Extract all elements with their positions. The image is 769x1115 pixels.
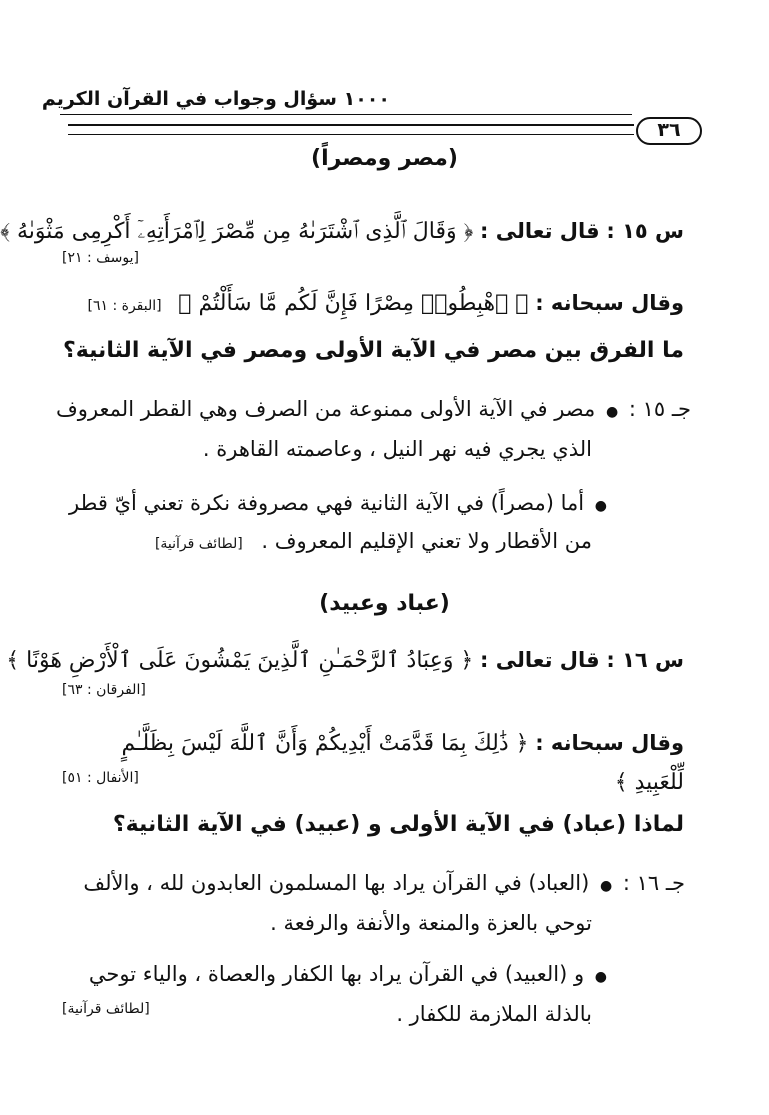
bullet-icon: ● [594,498,607,514]
verse: ﴿ وَعِبَادُ ٱلرَّحْمَـٰنِ ٱلَّذِينَ يَمْشُونَ عَلَى ٱلْأَرْضِ هَوْنًا ﴾ [6,648,474,673]
verse-reference: [الفرقان : ٦٣] [62,682,146,698]
question-15-text: ما الفرق بين مصر في الآية الأولى ومصر في الآية الثانية؟ [62,338,684,363]
section-title-ibad: (عباد وعبيد) [319,591,450,616]
answer-text: (العباد) في القرآن يراد بها المسلمون العابدون لله ، والألف [83,871,590,895]
source-note: [لطائف قرآنية] [62,1001,150,1017]
bullet-icon: ● [599,878,613,894]
verse-reference: [البقرة : ٦١] [87,298,162,314]
answer-15-line-3 [60,486,611,523]
page-number: ٣٦ [636,117,702,145]
answer-16-line-1 [60,866,685,903]
verse-reference: [الأنفال : ٥١] [62,770,139,786]
section-title-misr: (مصر ومصراً) [311,146,458,171]
answer-16-line-2: توحي بالعزة والمنعة والأنفة والرفعة . [270,911,592,935]
running-title: ١٠٠٠ سؤال وجواب في القرآن الكريم [41,88,390,110]
verse: ﴿ وَقَالَ ٱلَّذِى ٱشْتَرَىٰهُ مِن مِّصْرَ لِٱمْرَأَتِهِۦٓ أَكْرِمِى مَثْوَىٰهُ ﴾ [0,219,474,244]
question-label: س ١٦ : [606,648,684,672]
verse: لِّلْعَبِيدِ ﴾ [614,770,684,795]
verse: ﴿ ٱهْبِطُوا۟ مِصْرًا فَإِنَّ لَكُم مَّا سَأَلْتُمْ ﴾ [178,291,529,316]
answer-15-line-4 [60,524,592,561]
source-note: [لطائف قرآنية] [154,536,243,552]
verse-intro: وقال سبحانه : [535,291,684,315]
answer-16-line-4: بالذلة الملازمة للكفار . [396,1002,592,1026]
header-rule [60,114,632,115]
header-double-rule [68,124,634,135]
question-16-verse-continuation [60,765,684,800]
question-label: س ١٥ : [606,219,684,243]
answer-text: مصر في الآية الأولى ممنوعة من الصرف وهي القطر المعروف [56,397,596,421]
answer-label: جـ ١٥ : [628,397,691,421]
answer-15-line-1 [56,392,691,429]
answer-16-line-3 [60,957,611,994]
question-15-intro [0,214,684,249]
verse: ﴿ ذَٰلِكَ بِمَا قَدَّمَتْ أَيْدِيكُمْ وَأَنَّ ٱللَّهَ لَيْسَ بِظَلَّـٰمٍ [121,731,529,756]
answer-label: جـ ١٦ : [622,871,685,895]
question-16-intro [6,643,684,678]
question-intro: قال تعالى : [480,219,600,243]
answer-text: و (العبيد) في القرآن يراد بها الكفار والعصاة ، والياء توحي [88,962,585,986]
answer-text: أما (مصراً) في الآية الثانية فهي مصروفة نكرة تعني أيّ قطر [69,491,585,515]
question-intro: قال تعالى : [480,648,600,672]
question-16-text: لماذا (عباد) في الآية الأولى و (عبيد) في الآية الثانية؟ [112,812,684,837]
bullet-icon: ● [594,969,607,985]
question-15-second-verse [60,286,684,323]
verse-intro: وقال سبحانه : [535,731,684,755]
answer-15-line-2: الذي يجري فيه نهر النيل ، وعاصمته القاهرة . [202,437,592,461]
question-16-second-verse [60,726,684,761]
answer-text: من الأقطار ولا تعني الإقليم المعروف . [261,529,592,553]
bullet-icon: ● [605,404,619,420]
verse-reference: [يوسف : ٢١] [62,250,139,266]
